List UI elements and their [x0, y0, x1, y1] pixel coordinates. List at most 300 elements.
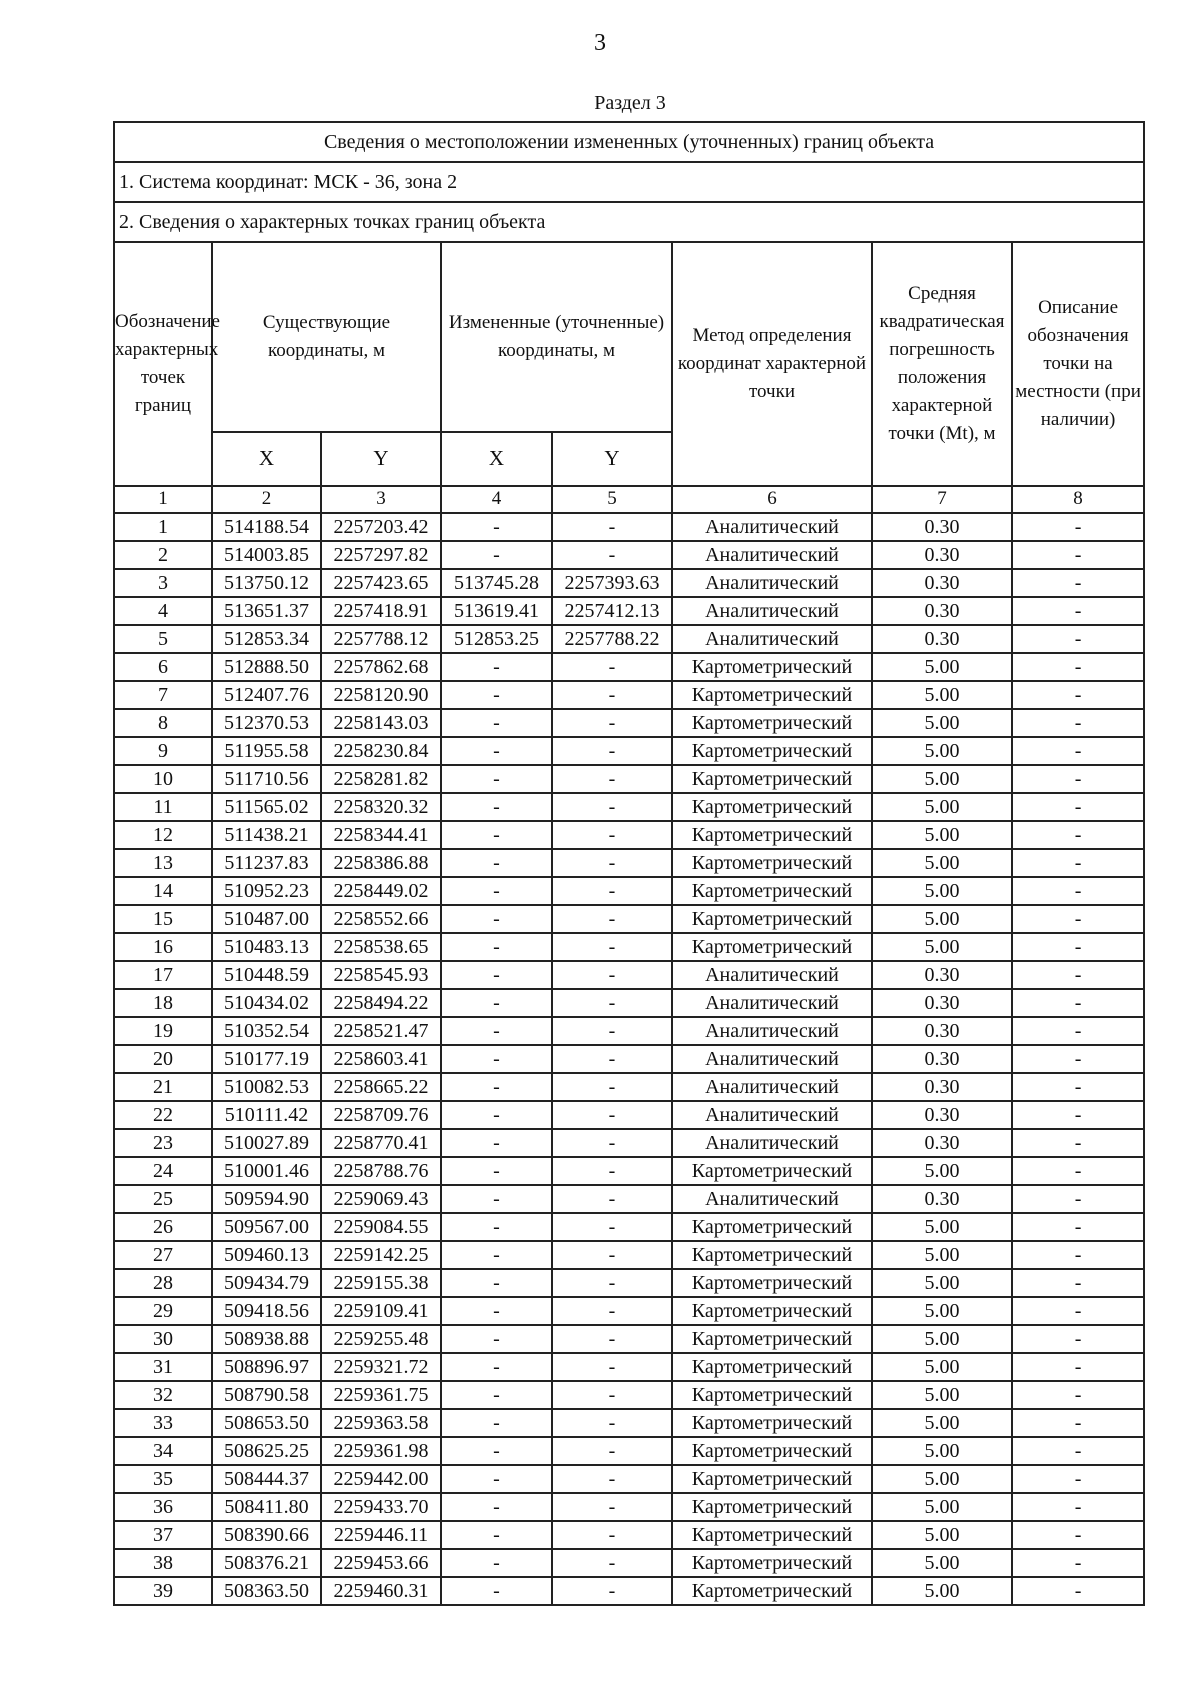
description-cell: -	[1012, 1241, 1144, 1269]
point-number-cell: 15	[114, 905, 212, 933]
existing-x-cell: 508390.66	[212, 1521, 321, 1549]
method-cell: Аналитический	[672, 1017, 872, 1045]
existing-y-cell: 2259069.43	[321, 1185, 441, 1213]
description-cell: -	[1012, 989, 1144, 1017]
table-row	[114, 1017, 1144, 1045]
existing-x-cell: 510448.59	[212, 961, 321, 989]
changed-y-cell: -	[552, 1549, 672, 1577]
existing-x-cell: 510111.42	[212, 1101, 321, 1129]
point-number-cell: 14	[114, 877, 212, 905]
table-row	[114, 1213, 1144, 1241]
changed-x-cell: -	[441, 1381, 552, 1409]
table-row	[114, 877, 1144, 905]
method-cell: Картометрический	[672, 1465, 872, 1493]
changed-x-cell: -	[441, 905, 552, 933]
changed-y-cell: -	[552, 1073, 672, 1101]
method-cell: Аналитический	[672, 625, 872, 653]
changed-y-cell: -	[552, 1353, 672, 1381]
changed-y-cell: -	[552, 877, 672, 905]
changed-x-cell: -	[441, 681, 552, 709]
point-number-cell: 9	[114, 737, 212, 765]
existing-y-cell: 2258538.65	[321, 933, 441, 961]
method-cell: Аналитический	[672, 989, 872, 1017]
table-row	[114, 1129, 1144, 1157]
header-changed-y: Y	[552, 432, 672, 486]
point-number-cell: 37	[114, 1521, 212, 1549]
column-number: 5	[552, 486, 672, 513]
changed-y-cell: -	[552, 1437, 672, 1465]
coordinate-system-line: 1. Система координат: МСК - 36, зона 2	[114, 162, 1144, 202]
error-cell: 5.00	[872, 1297, 1012, 1325]
existing-x-cell: 509594.90	[212, 1185, 321, 1213]
method-cell: Картометрический	[672, 1437, 872, 1465]
table-row	[114, 1269, 1144, 1297]
method-cell: Картометрический	[672, 1381, 872, 1409]
changed-x-cell: 512853.25	[441, 625, 552, 653]
point-number-cell: 22	[114, 1101, 212, 1129]
existing-y-cell: 2259361.75	[321, 1381, 441, 1409]
point-number-cell: 30	[114, 1325, 212, 1353]
column-number: 1	[114, 486, 212, 513]
existing-y-cell: 2259460.31	[321, 1577, 441, 1605]
existing-x-cell: 511438.21	[212, 821, 321, 849]
existing-y-cell: 2258788.76	[321, 1157, 441, 1185]
existing-x-cell: 510001.46	[212, 1157, 321, 1185]
method-cell: Картометрический	[672, 1353, 872, 1381]
description-cell: -	[1012, 821, 1144, 849]
existing-y-cell: 2257423.65	[321, 569, 441, 597]
description-cell: -	[1012, 1129, 1144, 1157]
existing-x-cell: 510483.13	[212, 933, 321, 961]
changed-y-cell: -	[552, 1493, 672, 1521]
existing-x-cell: 508896.97	[212, 1353, 321, 1381]
changed-x-cell: -	[441, 1073, 552, 1101]
table-row	[114, 1325, 1144, 1353]
changed-x-cell: -	[441, 1325, 552, 1353]
changed-y-cell: -	[552, 1269, 672, 1297]
error-cell: 0.30	[872, 513, 1012, 541]
description-cell: -	[1012, 569, 1144, 597]
existing-y-cell: 2258449.02	[321, 877, 441, 905]
changed-x-cell: -	[441, 989, 552, 1017]
description-cell: -	[1012, 1045, 1144, 1073]
point-number-cell: 16	[114, 933, 212, 961]
table-row	[114, 1437, 1144, 1465]
point-number-cell: 20	[114, 1045, 212, 1073]
method-cell: Картометрический	[672, 1409, 872, 1437]
method-cell: Картометрический	[672, 737, 872, 765]
point-number-cell: 13	[114, 849, 212, 877]
existing-x-cell: 509434.79	[212, 1269, 321, 1297]
table-row	[114, 569, 1144, 597]
existing-x-cell: 511237.83	[212, 849, 321, 877]
description-cell: -	[1012, 933, 1144, 961]
existing-y-cell: 2258320.32	[321, 793, 441, 821]
method-cell: Картометрический	[672, 709, 872, 737]
changed-y-cell: -	[552, 1101, 672, 1129]
existing-x-cell: 510082.53	[212, 1073, 321, 1101]
method-cell: Аналитический	[672, 1129, 872, 1157]
section-title: Раздел 3	[594, 92, 666, 114]
changed-x-cell: -	[441, 1157, 552, 1185]
existing-x-cell: 508363.50	[212, 1577, 321, 1605]
changed-y-cell: -	[552, 1017, 672, 1045]
description-cell: -	[1012, 961, 1144, 989]
method-cell: Картометрический	[672, 1269, 872, 1297]
table-row	[114, 989, 1144, 1017]
description-cell: -	[1012, 1269, 1144, 1297]
existing-x-cell: 508376.21	[212, 1549, 321, 1577]
changed-x-cell: -	[441, 1185, 552, 1213]
existing-x-cell: 511565.02	[212, 793, 321, 821]
column-number: 6	[672, 486, 872, 513]
method-cell: Картометрический	[672, 1577, 872, 1605]
header-existing-x: X	[212, 432, 321, 486]
existing-x-cell: 512407.76	[212, 681, 321, 709]
changed-x-cell: -	[441, 1101, 552, 1129]
error-cell: 5.00	[872, 1409, 1012, 1437]
error-cell: 5.00	[872, 737, 1012, 765]
error-cell: 5.00	[872, 1549, 1012, 1577]
existing-y-cell: 2258344.41	[321, 821, 441, 849]
error-cell: 0.30	[872, 1073, 1012, 1101]
existing-x-cell: 510952.23	[212, 877, 321, 905]
existing-x-cell: 508938.88	[212, 1325, 321, 1353]
changed-y-cell: -	[552, 933, 672, 961]
table-row	[114, 1353, 1144, 1381]
error-cell: 5.00	[872, 1493, 1012, 1521]
changed-x-cell: -	[441, 737, 552, 765]
point-number-cell: 32	[114, 1381, 212, 1409]
error-cell: 0.30	[872, 541, 1012, 569]
description-cell: -	[1012, 1157, 1144, 1185]
point-number-cell: 4	[114, 597, 212, 625]
description-cell: -	[1012, 1073, 1144, 1101]
existing-x-cell: 513651.37	[212, 597, 321, 625]
table-row	[114, 905, 1144, 933]
table-row	[114, 1577, 1144, 1605]
error-cell: 5.00	[872, 1157, 1012, 1185]
table-row	[114, 1101, 1144, 1129]
changed-x-cell: -	[441, 1549, 552, 1577]
existing-x-cell: 511710.56	[212, 765, 321, 793]
table-row	[114, 933, 1144, 961]
existing-y-cell: 2258494.22	[321, 989, 441, 1017]
changed-x-cell: -	[441, 709, 552, 737]
error-cell: 0.30	[872, 569, 1012, 597]
existing-y-cell: 2259446.11	[321, 1521, 441, 1549]
description-cell: -	[1012, 1437, 1144, 1465]
changed-x-cell: -	[441, 653, 552, 681]
points-caption: 2. Сведения о характерных точках границ объекта	[114, 202, 1144, 242]
error-cell: 5.00	[872, 1437, 1012, 1465]
changed-y-cell: -	[552, 1129, 672, 1157]
changed-y-cell: -	[552, 653, 672, 681]
changed-y-cell: -	[552, 905, 672, 933]
point-number-cell: 25	[114, 1185, 212, 1213]
existing-y-cell: 2258120.90	[321, 681, 441, 709]
description-cell: -	[1012, 541, 1144, 569]
existing-y-cell: 2259453.66	[321, 1549, 441, 1577]
method-cell: Картометрический	[672, 821, 872, 849]
existing-y-cell: 2258521.47	[321, 1017, 441, 1045]
existing-y-cell: 2257203.42	[321, 513, 441, 541]
existing-y-cell: 2259361.98	[321, 1437, 441, 1465]
description-cell: -	[1012, 1465, 1144, 1493]
changed-y-cell: 2257788.22	[552, 625, 672, 653]
table-row	[114, 849, 1144, 877]
changed-x-cell: 513745.28	[441, 569, 552, 597]
error-cell: 0.30	[872, 597, 1012, 625]
point-number-cell: 11	[114, 793, 212, 821]
point-number-cell: 21	[114, 1073, 212, 1101]
description-cell: -	[1012, 1493, 1144, 1521]
column-number: 4	[441, 486, 552, 513]
table-row	[114, 709, 1144, 737]
description-cell: -	[1012, 1577, 1144, 1605]
changed-x-cell: -	[441, 793, 552, 821]
existing-x-cell: 508653.50	[212, 1409, 321, 1437]
changed-y-cell: 2257393.63	[552, 569, 672, 597]
point-number-cell: 39	[114, 1577, 212, 1605]
description-cell: -	[1012, 1101, 1144, 1129]
changed-x-cell: -	[441, 513, 552, 541]
changed-y-cell: -	[552, 1241, 672, 1269]
existing-y-cell: 2258770.41	[321, 1129, 441, 1157]
method-cell: Картометрический	[672, 1157, 872, 1185]
changed-x-cell: -	[441, 541, 552, 569]
existing-x-cell: 508790.58	[212, 1381, 321, 1409]
changed-y-cell: -	[552, 1213, 672, 1241]
method-cell: Аналитический	[672, 541, 872, 569]
changed-y-cell: -	[552, 849, 672, 877]
error-cell: 5.00	[872, 1325, 1012, 1353]
error-cell: 5.00	[872, 905, 1012, 933]
existing-y-cell: 2259142.25	[321, 1241, 441, 1269]
point-number-cell: 5	[114, 625, 212, 653]
method-cell: Картометрический	[672, 1493, 872, 1521]
header-description: Описание обозначения точки на местности (при наличии)	[1012, 242, 1144, 486]
changed-y-cell: -	[552, 1409, 672, 1437]
error-cell: 5.00	[872, 877, 1012, 905]
changed-x-cell: -	[441, 765, 552, 793]
description-cell: -	[1012, 1353, 1144, 1381]
existing-x-cell: 511955.58	[212, 737, 321, 765]
changed-x-cell: -	[441, 1521, 552, 1549]
method-cell: Картометрический	[672, 1325, 872, 1353]
description-cell: -	[1012, 1549, 1144, 1577]
description-cell: -	[1012, 1213, 1144, 1241]
existing-x-cell: 512853.34	[212, 625, 321, 653]
error-cell: 5.00	[872, 1353, 1012, 1381]
description-cell: -	[1012, 793, 1144, 821]
table-row	[114, 793, 1144, 821]
table-row	[114, 765, 1144, 793]
table-row	[114, 1185, 1144, 1213]
existing-x-cell: 509418.56	[212, 1297, 321, 1325]
description-cell: -	[1012, 1381, 1144, 1409]
error-cell: 5.00	[872, 1381, 1012, 1409]
changed-x-cell: -	[441, 1577, 552, 1605]
existing-y-cell: 2257862.68	[321, 653, 441, 681]
existing-y-cell: 2259321.72	[321, 1353, 441, 1381]
point-number-cell: 29	[114, 1297, 212, 1325]
header-existing-coordinates: Существующие координаты, м	[212, 242, 441, 432]
existing-x-cell: 510027.89	[212, 1129, 321, 1157]
existing-y-cell: 2258281.82	[321, 765, 441, 793]
table-row	[114, 597, 1144, 625]
table-row	[114, 1549, 1144, 1577]
changed-x-cell: -	[441, 933, 552, 961]
method-cell: Картометрический	[672, 765, 872, 793]
table-row	[114, 513, 1144, 541]
description-cell: -	[1012, 1409, 1144, 1437]
error-cell: 5.00	[872, 681, 1012, 709]
method-cell: Картометрический	[672, 905, 872, 933]
existing-y-cell: 2258709.76	[321, 1101, 441, 1129]
point-number-cell: 26	[114, 1213, 212, 1241]
changed-x-cell: -	[441, 1409, 552, 1437]
changed-y-cell: -	[552, 821, 672, 849]
existing-y-cell: 2258552.66	[321, 905, 441, 933]
header-designation: Обозначение характерных точек границ	[114, 242, 212, 486]
error-cell: 5.00	[872, 821, 1012, 849]
existing-x-cell: 510434.02	[212, 989, 321, 1017]
description-cell: -	[1012, 1297, 1144, 1325]
method-cell: Аналитический	[672, 1073, 872, 1101]
changed-x-cell: -	[441, 1353, 552, 1381]
header-changed-coordinates: Измененные (уточненные) координаты, м	[441, 242, 672, 432]
changed-y-cell: -	[552, 513, 672, 541]
table-row	[114, 737, 1144, 765]
method-cell: Аналитический	[672, 569, 872, 597]
method-cell: Картометрический	[672, 933, 872, 961]
changed-y-cell: -	[552, 541, 672, 569]
point-number-cell: 27	[114, 1241, 212, 1269]
method-cell: Картометрический	[672, 1297, 872, 1325]
error-cell: 5.00	[872, 1577, 1012, 1605]
changed-y-cell: -	[552, 1157, 672, 1185]
error-cell: 5.00	[872, 849, 1012, 877]
error-cell: 5.00	[872, 933, 1012, 961]
description-cell: -	[1012, 1185, 1144, 1213]
column-number-row	[114, 486, 1144, 513]
changed-y-cell: -	[552, 989, 672, 1017]
boundary-points-table	[113, 121, 1145, 1606]
changed-x-cell: -	[441, 1493, 552, 1521]
description-cell: -	[1012, 597, 1144, 625]
table-row	[114, 1465, 1144, 1493]
changed-x-cell: -	[441, 1465, 552, 1493]
error-cell: 0.30	[872, 1185, 1012, 1213]
existing-y-cell: 2258603.41	[321, 1045, 441, 1073]
method-cell: Аналитический	[672, 513, 872, 541]
existing-y-cell: 2258230.84	[321, 737, 441, 765]
description-cell: -	[1012, 849, 1144, 877]
existing-y-cell: 2258386.88	[321, 849, 441, 877]
description-cell: -	[1012, 905, 1144, 933]
existing-x-cell: 508444.37	[212, 1465, 321, 1493]
changed-x-cell: -	[441, 1241, 552, 1269]
description-cell: -	[1012, 513, 1144, 541]
changed-y-cell: -	[552, 709, 672, 737]
table-row	[114, 681, 1144, 709]
changed-y-cell: -	[552, 737, 672, 765]
existing-y-cell: 2259109.41	[321, 1297, 441, 1325]
point-number-cell: 36	[114, 1493, 212, 1521]
method-cell: Аналитический	[672, 1101, 872, 1129]
method-cell: Картометрический	[672, 877, 872, 905]
existing-y-cell: 2259155.38	[321, 1269, 441, 1297]
changed-x-cell: -	[441, 1129, 552, 1157]
changed-x-cell: -	[441, 877, 552, 905]
existing-x-cell: 509460.13	[212, 1241, 321, 1269]
point-number-cell: 10	[114, 765, 212, 793]
table-row	[114, 961, 1144, 989]
changed-y-cell: -	[552, 1297, 672, 1325]
error-cell: 5.00	[872, 1269, 1012, 1297]
description-cell: -	[1012, 765, 1144, 793]
table-row	[114, 1157, 1144, 1185]
changed-x-cell: -	[441, 1437, 552, 1465]
column-number: 3	[321, 486, 441, 513]
description-cell: -	[1012, 653, 1144, 681]
changed-y-cell: -	[552, 1045, 672, 1073]
existing-y-cell: 2257788.12	[321, 625, 441, 653]
changed-x-cell: -	[441, 1045, 552, 1073]
table-title: Сведения о местоположении измененных (уточненных) границ объекта	[114, 122, 1144, 162]
error-cell: 0.30	[872, 625, 1012, 653]
method-cell: Аналитический	[672, 961, 872, 989]
changed-y-cell: -	[552, 793, 672, 821]
table-row	[114, 1241, 1144, 1269]
table-row	[114, 653, 1144, 681]
table-row	[114, 1493, 1144, 1521]
description-cell: -	[1012, 709, 1144, 737]
changed-x-cell: -	[441, 1297, 552, 1325]
existing-y-cell: 2259433.70	[321, 1493, 441, 1521]
changed-x-cell: -	[441, 1017, 552, 1045]
column-number: 8	[1012, 486, 1144, 513]
changed-y-cell: 2257412.13	[552, 597, 672, 625]
point-number-cell: 38	[114, 1549, 212, 1577]
changed-y-cell: -	[552, 1381, 672, 1409]
existing-y-cell: 2259084.55	[321, 1213, 441, 1241]
existing-x-cell: 510487.00	[212, 905, 321, 933]
error-cell: 5.00	[872, 1521, 1012, 1549]
changed-x-cell: -	[441, 849, 552, 877]
description-cell: -	[1012, 1521, 1144, 1549]
description-cell: -	[1012, 877, 1144, 905]
column-number: 7	[872, 486, 1012, 513]
description-cell: -	[1012, 737, 1144, 765]
changed-y-cell: -	[552, 1185, 672, 1213]
point-number-cell: 12	[114, 821, 212, 849]
changed-y-cell: -	[552, 681, 672, 709]
error-cell: 5.00	[872, 765, 1012, 793]
method-cell: Аналитический	[672, 597, 872, 625]
existing-x-cell: 514003.85	[212, 541, 321, 569]
method-cell: Картометрический	[672, 1213, 872, 1241]
header-existing-y: Y	[321, 432, 441, 486]
point-number-cell: 8	[114, 709, 212, 737]
changed-y-cell: -	[552, 765, 672, 793]
changed-x-cell: -	[441, 961, 552, 989]
point-number-cell: 35	[114, 1465, 212, 1493]
error-cell: 0.30	[872, 989, 1012, 1017]
error-cell: 0.30	[872, 1101, 1012, 1129]
point-number-cell: 33	[114, 1409, 212, 1437]
